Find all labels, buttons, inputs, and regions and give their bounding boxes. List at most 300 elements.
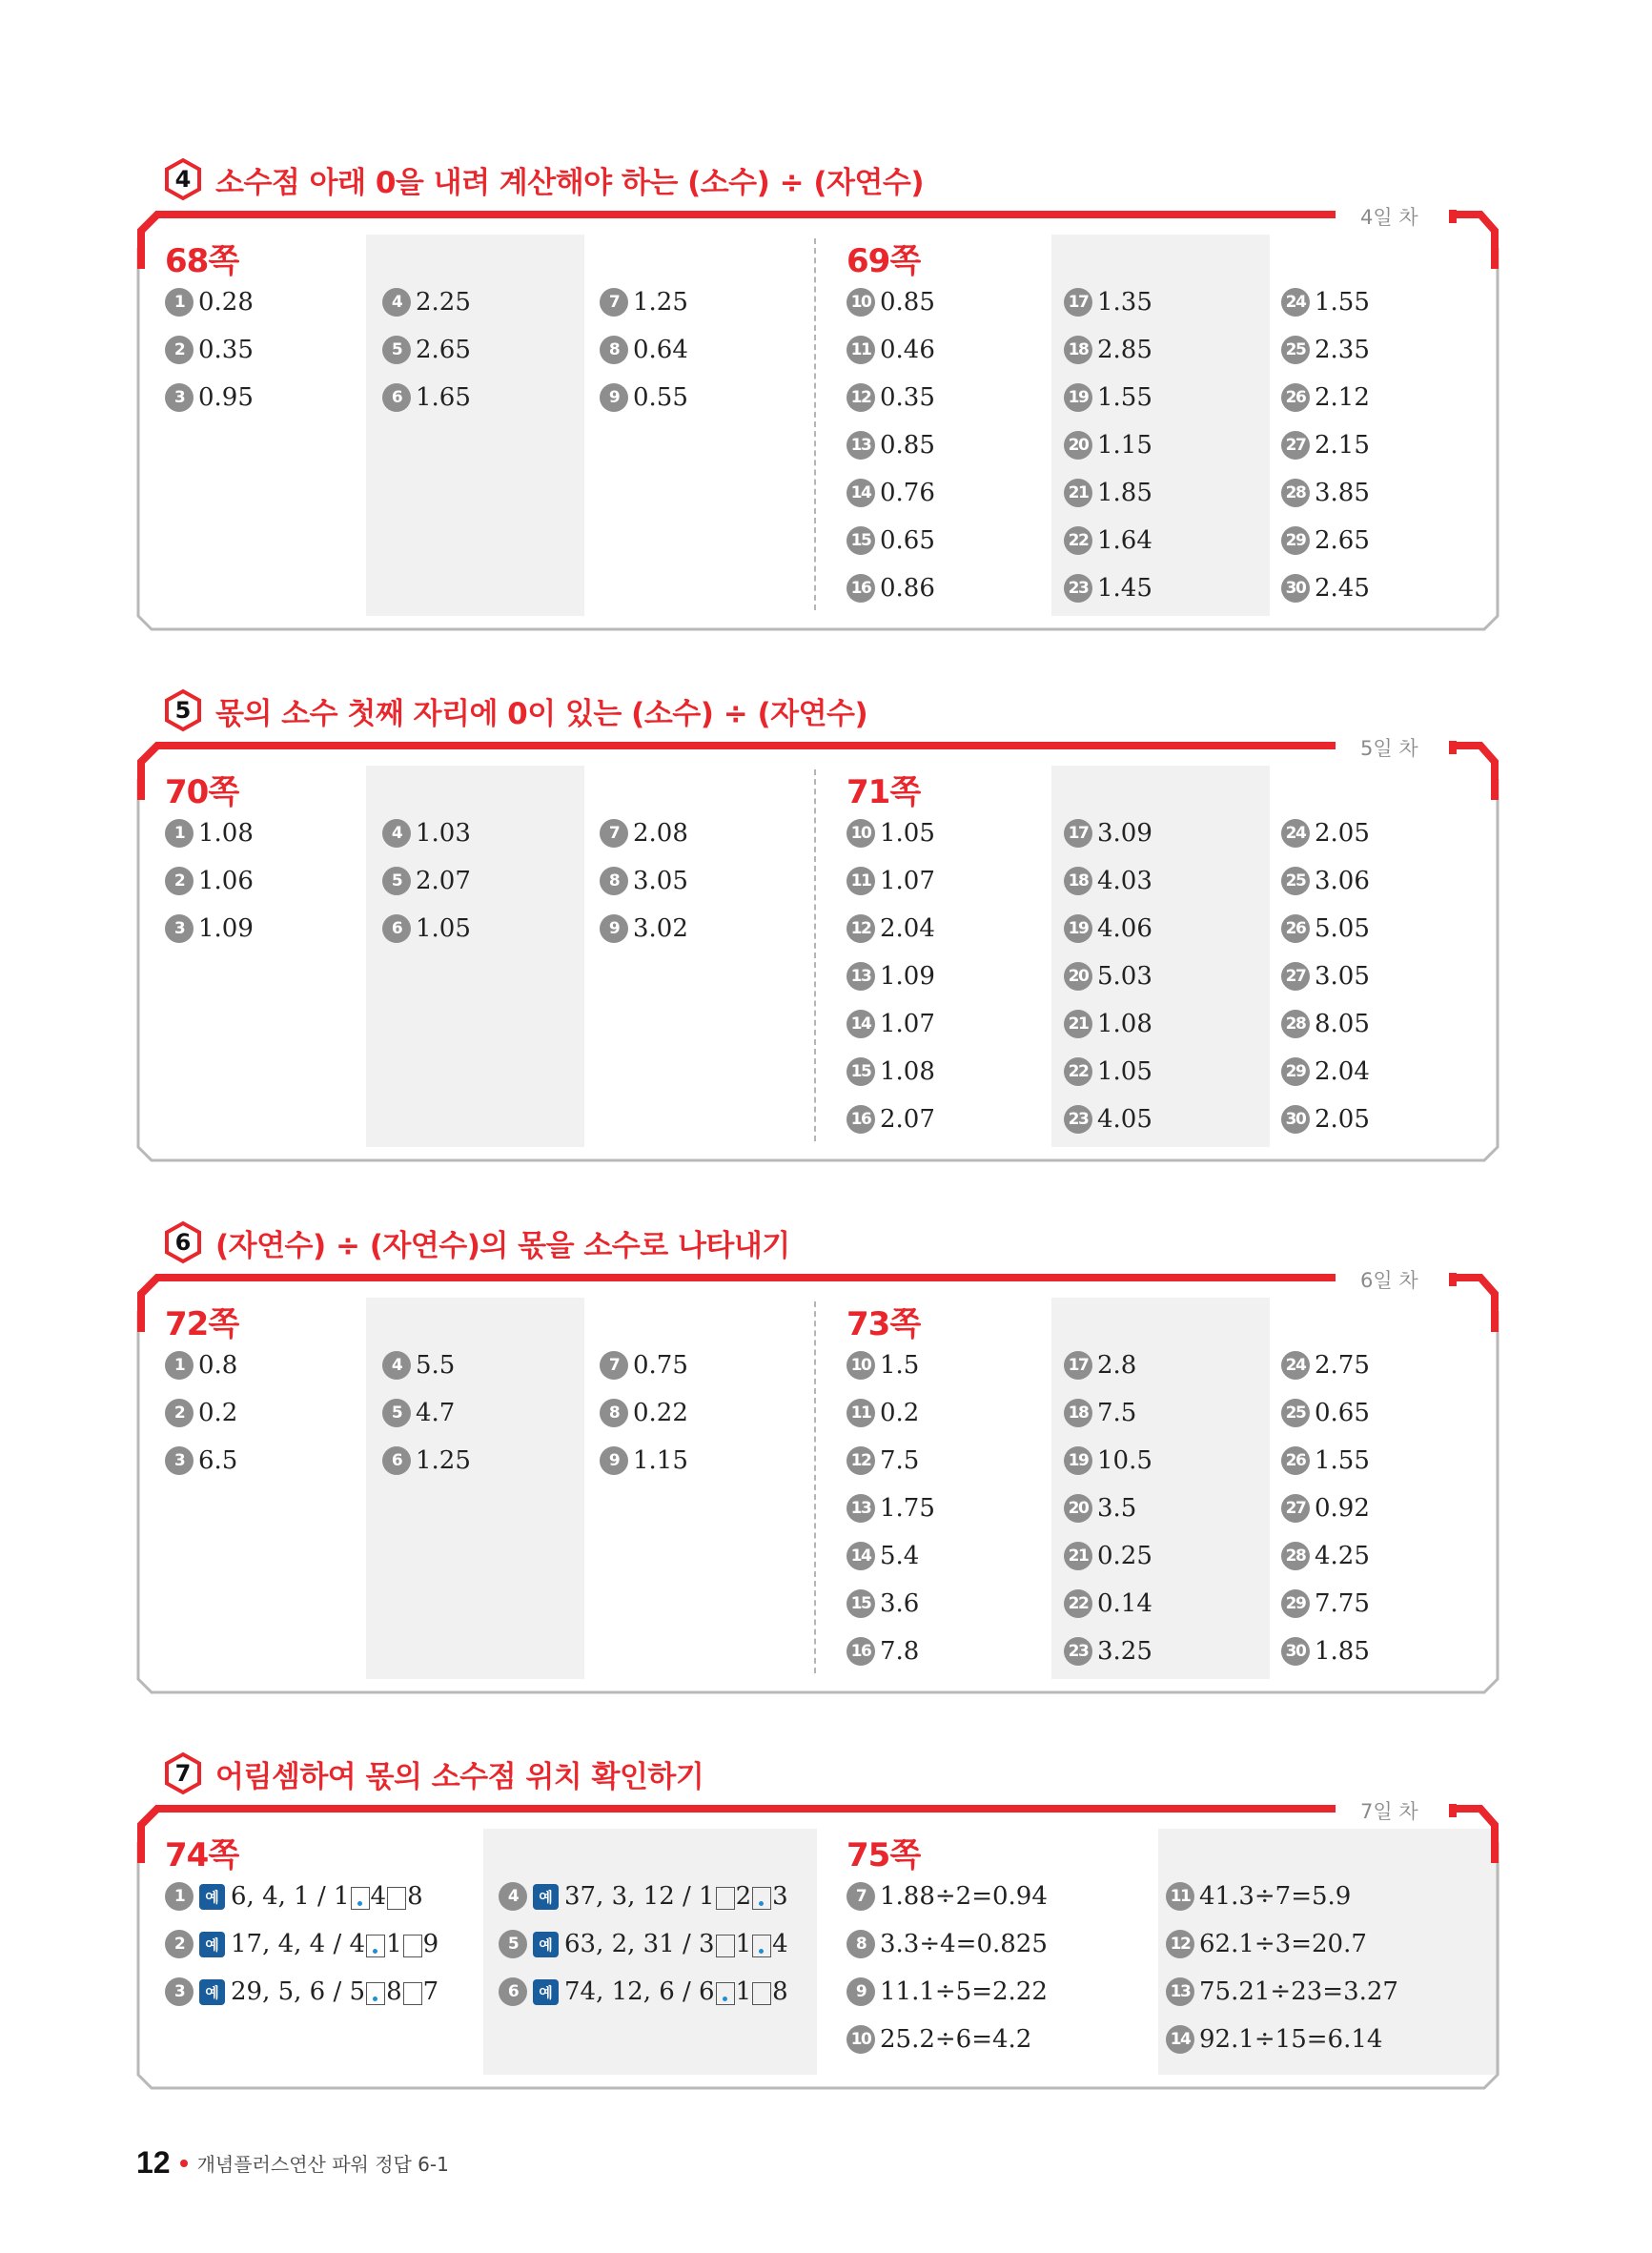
answer-number-badge: 10 (846, 1351, 875, 1380)
answer-value: 1.07 (880, 867, 935, 895)
answer-number-badge: 15 (846, 1057, 875, 1086)
answer-card (136, 206, 1499, 629)
answer-value: 2.04 (1315, 1057, 1370, 1086)
day-label: 7일 차 (1360, 1800, 1418, 1823)
answer-number-badge: 19 (1064, 383, 1092, 412)
answer-number-badge: 12 (1166, 1930, 1194, 1958)
answer-number-badge: 30 (1281, 1637, 1310, 1666)
section-number: 4 (174, 166, 192, 193)
answer-item (846, 912, 935, 945)
answer-number-badge: 12 (846, 383, 875, 412)
estimate-values: 74, 12, 6 / 6 (564, 1977, 715, 2006)
answer-value: 0.14 (1097, 1589, 1152, 1618)
section-title (164, 686, 867, 734)
estimate-values: 37, 3, 12 / 1 (564, 1882, 715, 1911)
estimate-values: 6, 4, 1 / 1 (231, 1882, 350, 1911)
answer-item (1064, 1397, 1136, 1429)
answer-value: 41.3÷7=5.9 (1199, 1882, 1352, 1911)
answer-item (382, 1397, 455, 1429)
answer-item (1064, 960, 1152, 993)
answer-value: 0.25 (1097, 1542, 1152, 1570)
answer-item (1166, 2023, 1382, 2056)
answer-number-badge: 3 (165, 1977, 194, 2006)
answer-item (1281, 960, 1370, 993)
answer-number-badge: 22 (1064, 526, 1092, 555)
answer-item (1281, 334, 1370, 366)
digit: 8 (772, 1977, 788, 2006)
answer-number-badge: 4 (499, 1882, 527, 1911)
answer-item (1064, 912, 1152, 945)
answer-item (165, 1349, 237, 1382)
section-number: 7 (174, 1760, 192, 1787)
answer-item (846, 1008, 935, 1040)
estimate-values: 17, 4, 4 / 4 (231, 1930, 366, 1958)
answer-item (165, 1928, 438, 1960)
section-number-badge (164, 1220, 202, 1264)
answer-item (846, 1540, 919, 1572)
answer-value: 2.25 (416, 288, 471, 317)
answer-value: 2.05 (1315, 819, 1370, 848)
example-badge: 예 (199, 1979, 225, 2005)
answer-number-badge: 2 (165, 1930, 194, 1958)
answer-value: 3.6 (880, 1589, 920, 1618)
answer-item (165, 334, 254, 366)
answer-item (1281, 1349, 1370, 1382)
answer-number-badge: 15 (846, 1589, 875, 1618)
answer-value: 1.35 (1097, 288, 1152, 317)
answer-value: 1.08 (1097, 1010, 1152, 1038)
answer-number-badge: 1 (165, 1882, 194, 1911)
footer-dot (180, 2160, 188, 2167)
answer-number-badge: 23 (1064, 574, 1092, 603)
answer-item (846, 572, 935, 604)
answer-item (846, 1928, 1048, 1960)
answer-value: 25.2÷6=4.2 (880, 2025, 1032, 2054)
answer-item (846, 960, 935, 993)
answer-item (382, 1349, 455, 1382)
answer-number-badge: 11 (846, 336, 875, 364)
answer-item (600, 865, 688, 897)
answer-number-badge: 21 (1064, 479, 1092, 507)
answer-value: 0.2 (198, 1399, 238, 1427)
answer-number-badge: 24 (1281, 288, 1310, 317)
answer-item (1064, 1635, 1152, 1668)
example-badge: 예 (199, 1932, 225, 1957)
answer-number-badge: 21 (1064, 1010, 1092, 1038)
answer-number-badge: 15 (846, 526, 875, 555)
answer-item (846, 1880, 1048, 1913)
answer-item (165, 1444, 237, 1477)
answer-number-badge: 7 (600, 1351, 628, 1380)
estimate-answer (564, 1977, 788, 2006)
answer-item (1281, 1492, 1370, 1525)
answer-value: 0.65 (1315, 1399, 1370, 1427)
answer-item (165, 817, 254, 850)
answer-value: 2.08 (633, 819, 688, 848)
answer-value: 0.64 (633, 336, 688, 364)
section-title-text: (자연수) ÷ (자연수)의 몫을 소수로 나타내기 (215, 1228, 790, 1263)
answer-item (1281, 1055, 1370, 1088)
answer-number-badge: 6 (382, 383, 411, 412)
answer-number-badge: 7 (600, 819, 628, 848)
answer-item (1281, 1008, 1370, 1040)
estimate-values: 29, 5, 6 / 5 (231, 1977, 366, 2006)
example-badge: 예 (533, 1884, 559, 1910)
answer-item (1281, 1540, 1370, 1572)
answer-item (846, 334, 935, 366)
answer-item (1281, 286, 1370, 318)
answer-item (846, 1444, 919, 1477)
answer-item (1064, 1587, 1152, 1620)
answer-value: 3.02 (633, 914, 688, 943)
answer-number-badge: 2 (165, 1399, 194, 1427)
section-number: 5 (174, 697, 192, 724)
section-number-badge (164, 1751, 202, 1795)
answer-value: 3.3÷4=0.825 (880, 1930, 1048, 1958)
decimal-box (403, 1982, 422, 2005)
answer-value: 5.5 (416, 1351, 456, 1380)
answer-number-badge: 11 (846, 867, 875, 895)
answer-number-badge: 8 (846, 1930, 875, 1958)
answer-value: 1.03 (416, 819, 471, 848)
answer-value: 0.95 (198, 383, 254, 412)
answer-value: 5.4 (880, 1542, 920, 1570)
answer-number-badge: 1 (165, 288, 194, 317)
answer-item (846, 286, 935, 318)
answer-number-badge: 3 (165, 1446, 194, 1475)
decimal-box (716, 1935, 735, 1957)
answer-value: 75.21÷23=3.27 (1199, 1977, 1398, 2006)
answer-number-badge: 13 (846, 962, 875, 991)
answer-item (499, 1880, 788, 1913)
section-title-text: 소수점 아래 0을 내려 계산해야 하는 (소수) ÷ (자연수) (215, 165, 925, 200)
answer-value: 62.1÷3=20.7 (1199, 1930, 1367, 1958)
answer-value: 0.55 (633, 383, 688, 412)
answer-card (136, 1800, 1499, 2088)
answer-item (1064, 1349, 1136, 1382)
example-badge: 예 (199, 1884, 225, 1910)
answer-value: 1.55 (1097, 383, 1152, 412)
answer-value: 0.86 (880, 574, 935, 603)
answer-value: 0.76 (880, 479, 935, 507)
answer-value: 2.04 (880, 914, 935, 943)
answer-item (1281, 477, 1370, 509)
answer-value: 1.64 (1097, 526, 1152, 555)
answer-number-badge: 21 (1064, 1542, 1092, 1570)
answer-item (1064, 1055, 1152, 1088)
estimate-answer (231, 1882, 423, 1911)
answer-value: 0.35 (880, 383, 935, 412)
answer-value: 1.05 (1097, 1057, 1152, 1086)
answer-number-badge: 10 (846, 288, 875, 317)
answer-item (600, 817, 688, 850)
answer-number-badge: 27 (1281, 1494, 1310, 1523)
answer-number-badge: 18 (1064, 1399, 1092, 1427)
answer-item (1064, 865, 1152, 897)
answer-value: 1.85 (1097, 479, 1152, 507)
answer-value: 3.5 (1097, 1494, 1137, 1523)
answer-value: 6.5 (198, 1446, 238, 1475)
answer-item (1166, 1880, 1351, 1913)
answer-item (600, 1444, 688, 1477)
answer-number-badge: 16 (846, 1637, 875, 1666)
answer-value: 1.25 (416, 1446, 471, 1475)
answer-item (1281, 381, 1370, 414)
answer-item (846, 1587, 919, 1620)
answer-number-badge: 20 (1064, 962, 1092, 991)
answer-number-badge: 4 (382, 819, 411, 848)
answer-number-badge: 25 (1281, 336, 1310, 364)
answer-value: 0.2 (880, 1399, 920, 1427)
answer-number-badge: 26 (1281, 1446, 1310, 1475)
decimal-box (716, 1982, 735, 2005)
answer-number-badge: 24 (1281, 819, 1310, 848)
answer-value: 1.5 (880, 1351, 920, 1380)
answer-item (600, 286, 688, 318)
answer-number-badge: 27 (1281, 962, 1310, 991)
page-heading-left: 74쪽 (165, 1836, 239, 1874)
answer-item (846, 1397, 919, 1429)
answer-value: 3.06 (1315, 867, 1370, 895)
answer-item (1281, 524, 1370, 557)
answer-number-badge: 11 (846, 1399, 875, 1427)
digit: 1 (735, 1930, 752, 1958)
answer-number-badge: 12 (846, 1446, 875, 1475)
answer-value: 7.75 (1315, 1589, 1370, 1618)
answer-item (499, 1928, 788, 1960)
answer-number-badge: 25 (1281, 1399, 1310, 1427)
answer-value: 5.05 (1315, 914, 1370, 943)
decimal-box (403, 1935, 422, 1957)
answer-item (1281, 429, 1370, 461)
digit: 9 (422, 1930, 439, 1958)
answer-item (846, 1055, 935, 1088)
answer-number-badge: 5 (382, 867, 411, 895)
answer-item (382, 817, 471, 850)
digit: 8 (407, 1882, 423, 1911)
answer-number-badge: 28 (1281, 1010, 1310, 1038)
answer-item (1281, 1587, 1370, 1620)
answer-item (846, 381, 935, 414)
answer-item (846, 817, 935, 850)
answer-value: 2.07 (880, 1105, 935, 1134)
answer-value: 2.8 (1097, 1351, 1137, 1380)
page-divider (814, 238, 816, 610)
answer-number-badge: 4 (382, 1351, 411, 1380)
estimate-answer (231, 1930, 438, 1958)
answer-value: 4.06 (1097, 914, 1152, 943)
answer-value: 1.85 (1315, 1637, 1370, 1666)
answer-item (846, 1492, 935, 1525)
answer-number-badge: 6 (499, 1977, 527, 2006)
answer-number-badge: 6 (382, 1446, 411, 1475)
estimate-answer (231, 1977, 438, 2006)
answer-number-badge: 13 (846, 431, 875, 460)
answer-number-badge: 23 (1064, 1105, 1092, 1134)
answer-item (1281, 1103, 1370, 1136)
answer-item (382, 381, 471, 414)
answer-item (165, 865, 254, 897)
answer-number-badge: 22 (1064, 1057, 1092, 1086)
answer-card (136, 1269, 1499, 1692)
answer-number-badge: 11 (1166, 1882, 1194, 1911)
page-divider (814, 769, 816, 1141)
answer-value: 2.45 (1315, 574, 1370, 603)
answer-value: 1.55 (1315, 288, 1370, 317)
answer-item (1064, 1444, 1152, 1477)
answer-item (1064, 381, 1152, 414)
answer-number-badge: 16 (846, 1105, 875, 1134)
answer-item (600, 912, 688, 945)
section-number: 6 (174, 1229, 192, 1256)
answer-value: 1.06 (198, 867, 254, 895)
answer-number-badge: 5 (499, 1930, 527, 1958)
section-title (164, 1750, 704, 1797)
answer-item (846, 1349, 919, 1382)
estimate-answer (564, 1930, 788, 1958)
answer-value: 2.75 (1315, 1351, 1370, 1380)
answer-item (382, 865, 471, 897)
answer-value: 2.65 (416, 336, 471, 364)
answer-item (846, 477, 935, 509)
answer-value: 7.5 (880, 1446, 920, 1475)
answer-item (165, 912, 254, 945)
answer-number-badge: 19 (1064, 914, 1092, 943)
answer-value: 7.8 (880, 1637, 920, 1666)
answer-item (1064, 817, 1152, 850)
answer-value: 11.1÷5=2.22 (880, 1977, 1048, 2006)
answer-number-badge: 22 (1064, 1589, 1092, 1618)
answer-number-badge: 23 (1064, 1637, 1092, 1666)
answer-number-badge: 1 (165, 819, 194, 848)
digit: 3 (772, 1882, 788, 1911)
answer-value: 7.5 (1097, 1399, 1137, 1427)
answer-value: 1.09 (198, 914, 254, 943)
answer-item (499, 1976, 788, 2008)
answer-number-badge: 6 (382, 914, 411, 943)
answer-number-badge: 13 (1166, 1977, 1194, 2006)
answer-value: 1.45 (1097, 574, 1152, 603)
answer-item (1064, 429, 1152, 461)
answer-item (1281, 1397, 1370, 1429)
answer-number-badge: 16 (846, 574, 875, 603)
answer-value: 4.03 (1097, 867, 1152, 895)
answer-item (1281, 912, 1370, 945)
answer-item (1281, 572, 1370, 604)
answer-number-badge: 29 (1281, 1057, 1310, 1086)
answer-number-badge: 26 (1281, 914, 1310, 943)
day-label: 6일 차 (1360, 1269, 1418, 1292)
answer-item (1166, 1928, 1367, 1960)
answer-value: 1.75 (880, 1494, 935, 1523)
answer-value: 2.12 (1315, 383, 1370, 412)
answer-value: 1.05 (880, 819, 935, 848)
answer-item (600, 381, 688, 414)
answer-value: 1.15 (633, 1446, 688, 1475)
section-title-text: 어림셈하여 몫의 소수점 위치 확인하기 (215, 1759, 704, 1794)
page-heading-right: 73쪽 (846, 1305, 921, 1343)
answer-value: 0.8 (198, 1351, 238, 1380)
answer-item (1281, 865, 1370, 897)
decimal-box (366, 1935, 385, 1957)
answer-item (1281, 1444, 1370, 1477)
page-footer (136, 2145, 449, 2181)
answer-number-badge: 9 (846, 1977, 875, 2006)
answer-value: 0.85 (880, 288, 935, 317)
page-heading-left: 70쪽 (165, 773, 239, 811)
page-heading-left: 72쪽 (165, 1305, 239, 1343)
answer-card (136, 737, 1499, 1160)
answer-item (1166, 1976, 1398, 2008)
page-heading-right: 69쪽 (846, 242, 921, 280)
answer-item (1281, 817, 1370, 850)
decimal-box (387, 1887, 406, 1910)
answer-item (846, 1976, 1048, 2008)
page-heading-right: 71쪽 (846, 773, 921, 811)
day-label: 5일 차 (1360, 737, 1418, 760)
answer-value: 92.1÷15=6.14 (1199, 2025, 1383, 2054)
answer-number-badge: 3 (165, 914, 194, 943)
answer-value: 1.08 (198, 819, 254, 848)
answer-value: 0.46 (880, 336, 935, 364)
answer-item (1281, 1635, 1370, 1668)
answer-number-badge: 14 (846, 1542, 875, 1570)
answer-number-badge: 9 (600, 914, 628, 943)
decimal-box (752, 1935, 771, 1957)
answer-item (1064, 1103, 1152, 1136)
answer-value: 1.05 (416, 914, 471, 943)
answer-value: 2.85 (1097, 336, 1152, 364)
page-number: 12 (136, 2145, 171, 2180)
answer-value: 1.09 (880, 962, 935, 991)
digit: 4 (772, 1930, 788, 1958)
answer-item (846, 2023, 1031, 2056)
answer-value: 5.03 (1097, 962, 1152, 991)
answer-item (165, 286, 254, 318)
answer-item (846, 429, 935, 461)
answer-number-badge: 17 (1064, 819, 1092, 848)
section-number-badge (164, 688, 202, 732)
example-badge: 예 (533, 1979, 559, 2005)
decimal-box (752, 1982, 771, 2005)
answer-value: 2.07 (416, 867, 471, 895)
example-badge: 예 (533, 1932, 559, 1957)
estimate-values: 63, 2, 31 / 3 (564, 1930, 715, 1958)
answer-value: 0.28 (198, 288, 254, 317)
answer-value: 1.88÷2=0.94 (880, 1882, 1048, 1911)
answer-value: 2.65 (1315, 526, 1370, 555)
answer-item (382, 334, 471, 366)
answer-number-badge: 26 (1281, 383, 1310, 412)
answer-number-badge: 5 (382, 336, 411, 364)
section-title (164, 1219, 790, 1266)
answer-number-badge: 28 (1281, 1542, 1310, 1570)
answer-number-badge: 29 (1281, 526, 1310, 555)
answer-number-badge: 24 (1281, 1351, 1310, 1380)
answer-number-badge: 1 (165, 1351, 194, 1380)
section-title (164, 155, 924, 203)
answer-number-badge: 20 (1064, 431, 1092, 460)
digit: 4 (370, 1882, 387, 1911)
answer-item (846, 865, 935, 897)
answer-value: 1.65 (416, 383, 471, 412)
answer-number-badge: 4 (382, 288, 411, 317)
answer-item (600, 1349, 688, 1382)
answer-value: 3.85 (1315, 479, 1370, 507)
digit: 7 (422, 1977, 439, 2006)
answer-value: 0.75 (633, 1351, 688, 1380)
decimal-box (752, 1887, 771, 1910)
